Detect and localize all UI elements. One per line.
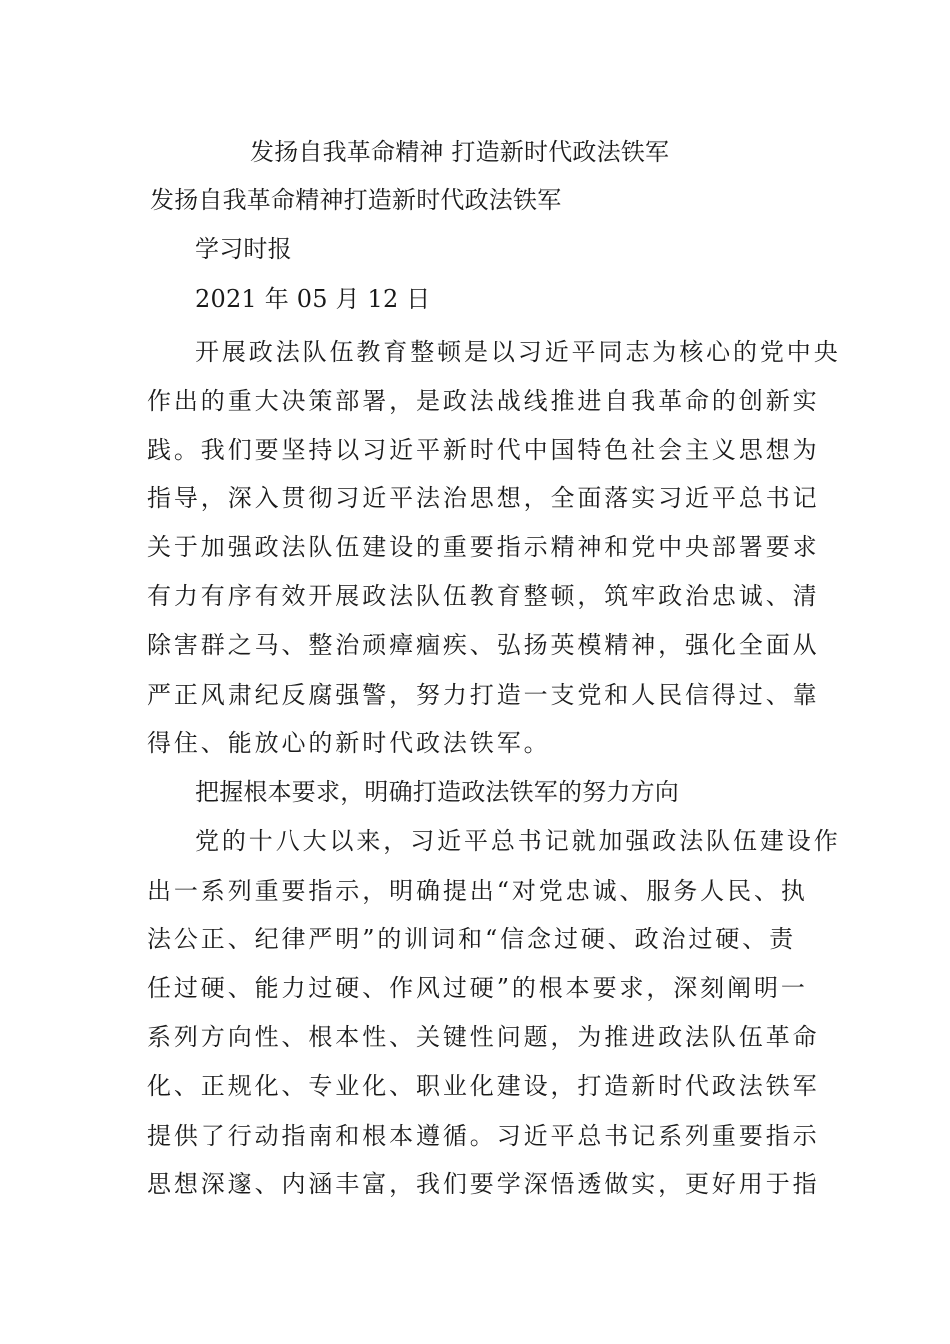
paragraph-line: 开展政法队伍教育整顿是以习近平同志为核心的党中央 [195,338,841,366]
document-source: 学习时报 [195,235,292,263]
paragraph-line: 党的十八大以来，习近平总书记就加强政法队伍建设作 [195,827,841,855]
paragraph-line: 指导，深入贯彻习近平法治思想，全面落实习近平总书记 [147,484,820,512]
paragraph-line: 任过硬、能力过硬、作风过硬”的根本要求，深刻阐明一 [147,974,808,1002]
document-title: 发扬自我革命精神 打造新时代政法铁军 [250,138,670,166]
paragraph-line: 有力有序有效开展政法队伍教育整顿，筑牢政治忠诚、清 [147,582,820,610]
document-date: 2021 年 05 月 12 日 [195,285,431,313]
paragraph-line: 得住、能放心的新时代政法铁军。 [147,729,551,757]
paragraph-line: 法公正、纪律严明”的训词和“信念过硬、政治过硬、责 [147,925,797,953]
paragraph-line: 践。我们要坚持以习近平新时代中国特色社会主义思想为 [147,436,820,464]
paragraph-line: 化、正规化、专业化、职业化建设，打造新时代政法铁军 [147,1072,820,1100]
document-subtitle: 发扬自我革命精神打造新时代政法铁军 [150,186,562,214]
paragraph-line: 提供了行动指南和根本遵循。习近平总书记系列重要指示 [147,1122,820,1150]
paragraph-line: 思想深邃、内涵丰富，我们要学深悟透做实，更好用于指 [147,1170,820,1198]
paragraph-line: 除害群之马、整治顽瘴痼疾、弘扬英模精神，强化全面从 [147,631,820,659]
section-heading: 把握根本要求，明确打造政法铁军的努力方向 [195,778,679,806]
paragraph-line: 系列方向性、根本性、关键性问题，为推进政法队伍革命 [147,1023,820,1051]
paragraph-line: 出一系列重要指示，明确提出“对党忠诚、服务人民、执 [147,877,808,905]
paragraph-line: 作出的重大决策部署，是政法战线推进自我革命的创新实 [147,387,820,415]
paragraph-line: 严正风肃纪反腐强警，努力打造一支党和人民信得过、靠 [147,681,820,709]
paragraph-line: 关于加强政法队伍建设的重要指示精神和党中央部署要求 [147,533,820,561]
